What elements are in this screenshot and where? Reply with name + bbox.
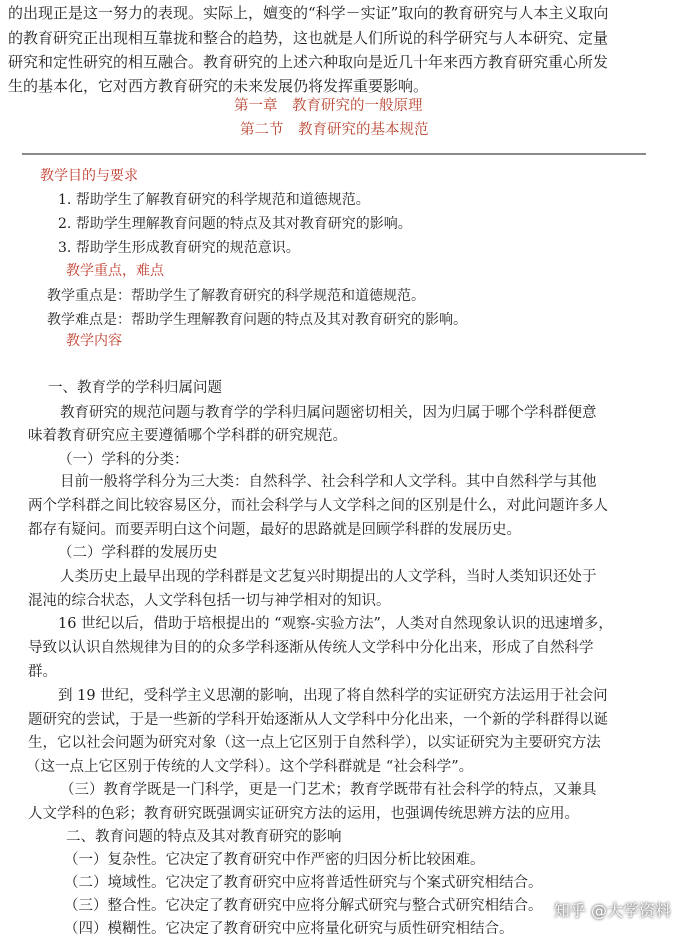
- objective-item: 2. 帮助学生理解教育问题的特点及其对教育研究的影响。: [58, 216, 412, 232]
- watermark: 知乎 @大学资料: [553, 901, 671, 920]
- subheading: （一）学科的分类：: [58, 452, 189, 468]
- keypoints-title: 教学重点，难点: [66, 263, 164, 279]
- body-line: 人文学科的色彩；教育研究既强调实证研究方法的运用，也强调传统思辨方法的应用。: [28, 806, 579, 822]
- body-line: 人类历史上最早出现的学科群是文艺复兴时期提出的人文学科，当时人类知识还处于: [60, 569, 597, 585]
- list-item: （二）境域性。它决定了教育研究中应将普适性研究与个案式研究相结合。: [64, 875, 543, 891]
- intro-line: 研究和定性研究的相互融合。教育研究的上述六种取向是近几十年来西方教育研究重心所发: [8, 53, 609, 71]
- list-item: （三）整合性。它决定了教育研究中应将分解式研究与整合式研究相结合。: [64, 898, 543, 914]
- body-line: 目前一般将学科分为三大类：自然科学、社会科学和人文学科。其中自然科学与其他: [60, 474, 597, 490]
- section-heading-2: 二、教育问题的特点及其对教育研究的影响: [66, 829, 342, 845]
- body-line: 都存有疑问。而要弄明白这个问题，最好的思路就是回顾学科群的发展历史。: [28, 522, 521, 538]
- intro-line: 的出现正是这一努力的表现。实际上，嬗变的“科学－实证”取向的教育研究与人本主义取向: [8, 4, 609, 22]
- body-line: 群。: [28, 664, 57, 680]
- list-item: （四）模糊性。它决定了教育研究中应将量化研究与质性研究相结合。: [64, 921, 514, 937]
- teaching-focus: 教学重点是：帮助学生了解教育研究的科学规范和道德规范。: [47, 288, 425, 304]
- content-title: 教学内容: [66, 333, 122, 349]
- subheading: （二）学科群的发展历史: [58, 545, 218, 561]
- body-line: （这一点上它区别于传统的人文学科）。这个学科群就是 “社会科学”。: [26, 759, 474, 775]
- objective-item: 1. 帮助学生了解教育研究的科学规范和道德规范。: [58, 192, 370, 208]
- section-heading-1: 一、教育学的学科归属问题: [48, 380, 222, 396]
- body-line: 教育研究的规范问题与教育学的学科归属问题密切相关，因为归属于哪个学科群便意: [60, 405, 597, 421]
- intro-line: 生的基本化，它对西方教育研究的未来发展仍将发挥重要影响。: [8, 77, 429, 95]
- body-line: 16 世纪以后，借助于培根提出的 “观察-实验方法”，人类对自然现象认识的迅速增多，: [58, 616, 613, 632]
- objectives-title: 教学目的与要求: [40, 168, 138, 184]
- chapter-heading: 第一章 教育研究的一般原理: [234, 98, 423, 114]
- teaching-difficulty: 教学难点是：帮助学生理解教育问题的特点及其对教育研究的影响。: [47, 312, 467, 328]
- body-line: 到 19 世纪，受科学主义思潮的影响，出现了将自然科学的实证研究方法运用于社会问: [58, 688, 608, 704]
- intro-line: 的教育研究正出现相互靠拢和整合的趋势，这也就是人们所说的科学研究与人本研究、定量: [8, 29, 609, 47]
- body-line: 混沌的综合状态，人文学科包括一切与神学相对的知识。: [28, 593, 391, 609]
- section-heading: 第二节 教育研究的基本规范: [240, 122, 429, 138]
- divider: [22, 153, 646, 155]
- list-item: （一）复杂性。它决定了教育研究中作严密的归因分析比较困难。: [64, 852, 485, 868]
- body-line: （三）教育学既是一门科学，更是一门艺术；教育学既带有社会科学的特点，又兼具: [60, 782, 597, 798]
- body-line: 题研究的尝试，于是一些新的学科开始逐渐从人文学科中分化出来，一个新的学科群得以诞: [28, 712, 608, 728]
- body-line: 两个学科群之间比较容易区分，而社会科学与人文学科之间的区别是什么，对此问题许多人: [28, 498, 608, 514]
- body-line: 生，它以社会问题为研究对象（这一点上它区别于自然科学），以实证研究为主要研究方法: [28, 735, 601, 751]
- objective-item: 3. 帮助学生形成教育研究的规范意识。: [58, 240, 300, 256]
- body-line: 味着教育研究应主要遵循哪个学科群的研究规范。: [28, 428, 347, 444]
- body-line: 导致以认识自然规律为目的的众多学科逐渐从传统人文学科中分化出来，形成了自然科学: [28, 640, 594, 656]
